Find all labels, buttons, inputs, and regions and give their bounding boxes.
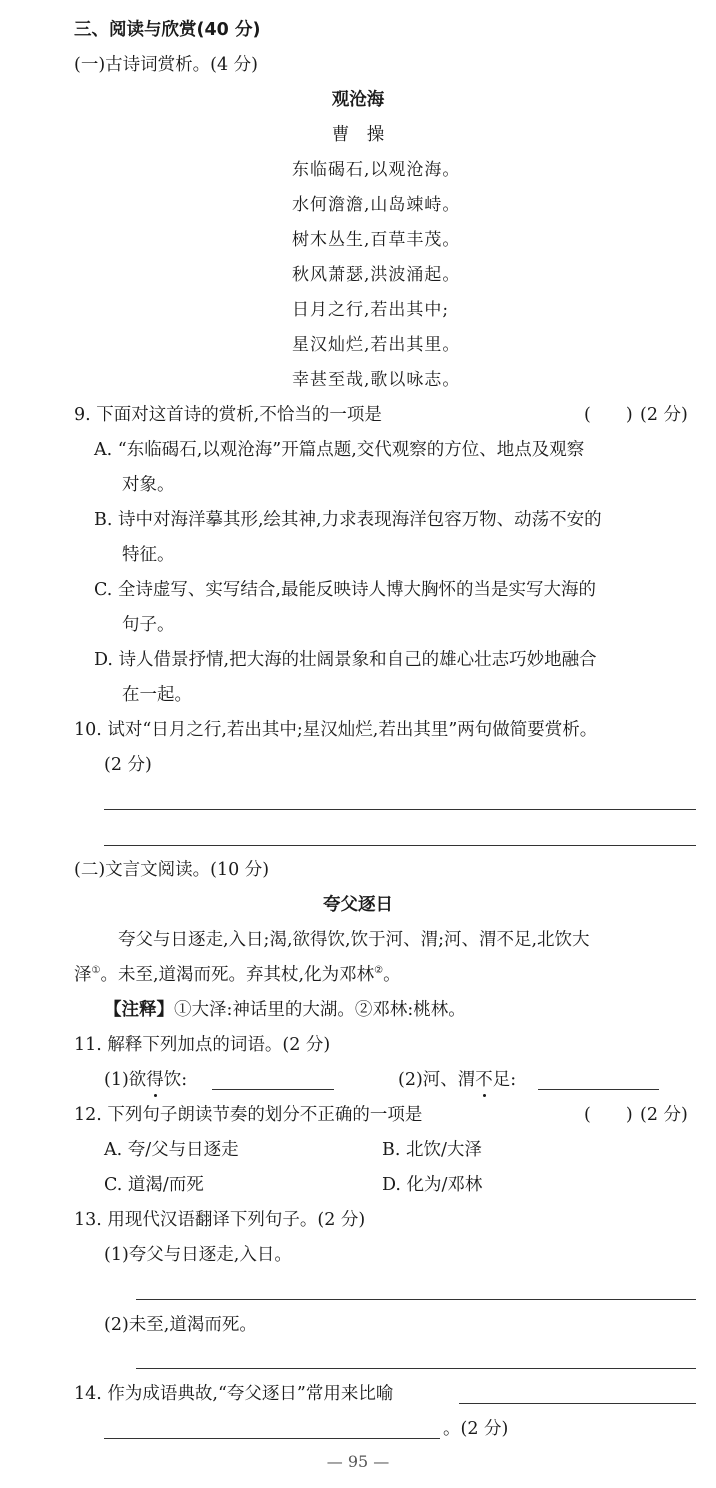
section-title: 三、阅读与欣赏(40 分) [74, 20, 261, 40]
q12-option-d[interactable]: D. 化为/邓林 [382, 1175, 483, 1195]
q11-stem: 11. 解释下列加点的词语。(2 分) [74, 1035, 331, 1055]
q10-answer-line[interactable] [104, 845, 696, 846]
dotted-word: 不 [475, 1070, 493, 1090]
part1-header: (一)古诗词赏析。(4 分) [74, 55, 259, 75]
q14-score: 。(2 分) [443, 1419, 509, 1439]
poem-line: 日月之行,若出其中; [292, 300, 450, 320]
q9-option-b-cont: 特征。 [122, 545, 175, 565]
q13-stem: 13. 用现代汉语翻译下列句子。(2 分) [74, 1210, 366, 1230]
q10-score: (2 分) [104, 755, 152, 775]
q11-item-1 [104, 1068, 187, 1092]
q11-item-1-text: (1)欲 [104, 1070, 147, 1090]
poem-line: 东临碣石,以观沧海。 [292, 160, 461, 180]
q11-answer-line-2[interactable] [538, 1089, 659, 1090]
part2-header: (二)文言文阅读。(10 分) [74, 860, 270, 880]
q12-answer-bracket[interactable]: ( ) [584, 1105, 633, 1125]
page-number: — 95 — [326, 1452, 390, 1471]
poem-title: 观沧海 [331, 90, 385, 110]
poem-line: 树木丛生,百草丰茂。 [292, 230, 461, 250]
footnote-marker: ② [374, 965, 384, 977]
q14-answer-line-2[interactable] [104, 1438, 440, 1439]
q9-option-a[interactable]: A. “东临碣石,以观沧海”开篇点题,交代观察的方位、地点及观察 [94, 440, 585, 460]
q14-stem: 14. 作为成语典故,“夸父逐日”常用来比喻 [74, 1384, 394, 1404]
passage-line-1: 夸父与日逐走,入日;渴,欲得饮,饮于河、渭;河、渭不足,北饮大 [118, 930, 590, 950]
q13-item-2: (2)未至,道渴而死。 [104, 1315, 257, 1335]
passage-line-2 [74, 963, 401, 987]
q14-answer-line-1[interactable] [459, 1403, 696, 1404]
annotation-text: ①大泽:神话里的大湖。②邓林:桃林。 [174, 1000, 466, 1020]
q9-option-b[interactable]: B. 诗中对海洋摹其形,绘其神,力求表现海洋包容万物、动荡不安的 [94, 510, 602, 530]
q12-option-a[interactable]: A. 夸/父与日逐走 [104, 1140, 239, 1160]
poem-line: 水何澹澹,山岛竦峙。 [292, 195, 461, 215]
poem-line: 秋风萧瑟,洪波涌起。 [292, 265, 461, 285]
q12-option-c[interactable]: C. 道渴/而死 [104, 1175, 204, 1195]
q10-stem: 10. 试对“日月之行,若出其中;星汉灿烂,若出其里”两句做简要赏析。 [74, 720, 598, 740]
q13-answer-line-2[interactable] [136, 1368, 696, 1369]
annotation [104, 998, 466, 1022]
poem-line: 幸甚至哉,歌以咏志。 [292, 370, 461, 390]
poem-author: 曹 操 [331, 125, 385, 145]
q13-item-1: (1)夸父与日逐走,入日。 [104, 1245, 292, 1265]
q12-score: (2 分) [640, 1105, 688, 1125]
q10-answer-line[interactable] [104, 809, 696, 810]
footnote-marker: ① [91, 965, 101, 977]
annotation-label: 【注释】 [104, 1000, 174, 1020]
q9-stem: 9. 下面对这首诗的赏析,不恰当的一项是 [74, 405, 382, 425]
dotted-word: 得 [146, 1070, 164, 1090]
q11-item-1-text: 饮: [163, 1070, 188, 1090]
q11-item-2 [398, 1068, 516, 1092]
passage-text: 泽 [74, 965, 92, 985]
passage-text: 。 [383, 965, 401, 985]
q13-answer-line-1[interactable] [136, 1299, 696, 1300]
q9-score: (2 分) [640, 405, 688, 425]
q9-option-c-cont: 句子。 [122, 615, 175, 635]
q12-stem: 12. 下列句子朗读节奏的划分不正确的一项是 [74, 1105, 423, 1125]
q11-answer-line-1[interactable] [212, 1089, 334, 1090]
q9-option-d[interactable]: D. 诗人借景抒情,把大海的壮阔景象和自己的雄心壮志巧妙地融合 [94, 650, 597, 670]
poem-line: 星汉灿烂,若出其里。 [292, 335, 461, 355]
q9-option-c[interactable]: C. 全诗虚写、实写结合,最能反映诗人博大胸怀的当是实写大海的 [94, 580, 596, 600]
q11-item-2-text: 足: [492, 1070, 517, 1090]
q11-item-2-text: (2)河、渭 [398, 1070, 476, 1090]
q12-option-b[interactable]: B. 北饮/大泽 [382, 1140, 482, 1160]
passage-title: 夸父逐日 [323, 895, 393, 915]
q9-option-a-cont: 对象。 [122, 475, 175, 495]
q9-answer-bracket[interactable]: ( ) [584, 405, 633, 425]
passage-text: 。未至,道渴而死。弃其杖,化为邓林 [100, 965, 375, 985]
q9-option-d-cont: 在一起。 [122, 685, 192, 705]
